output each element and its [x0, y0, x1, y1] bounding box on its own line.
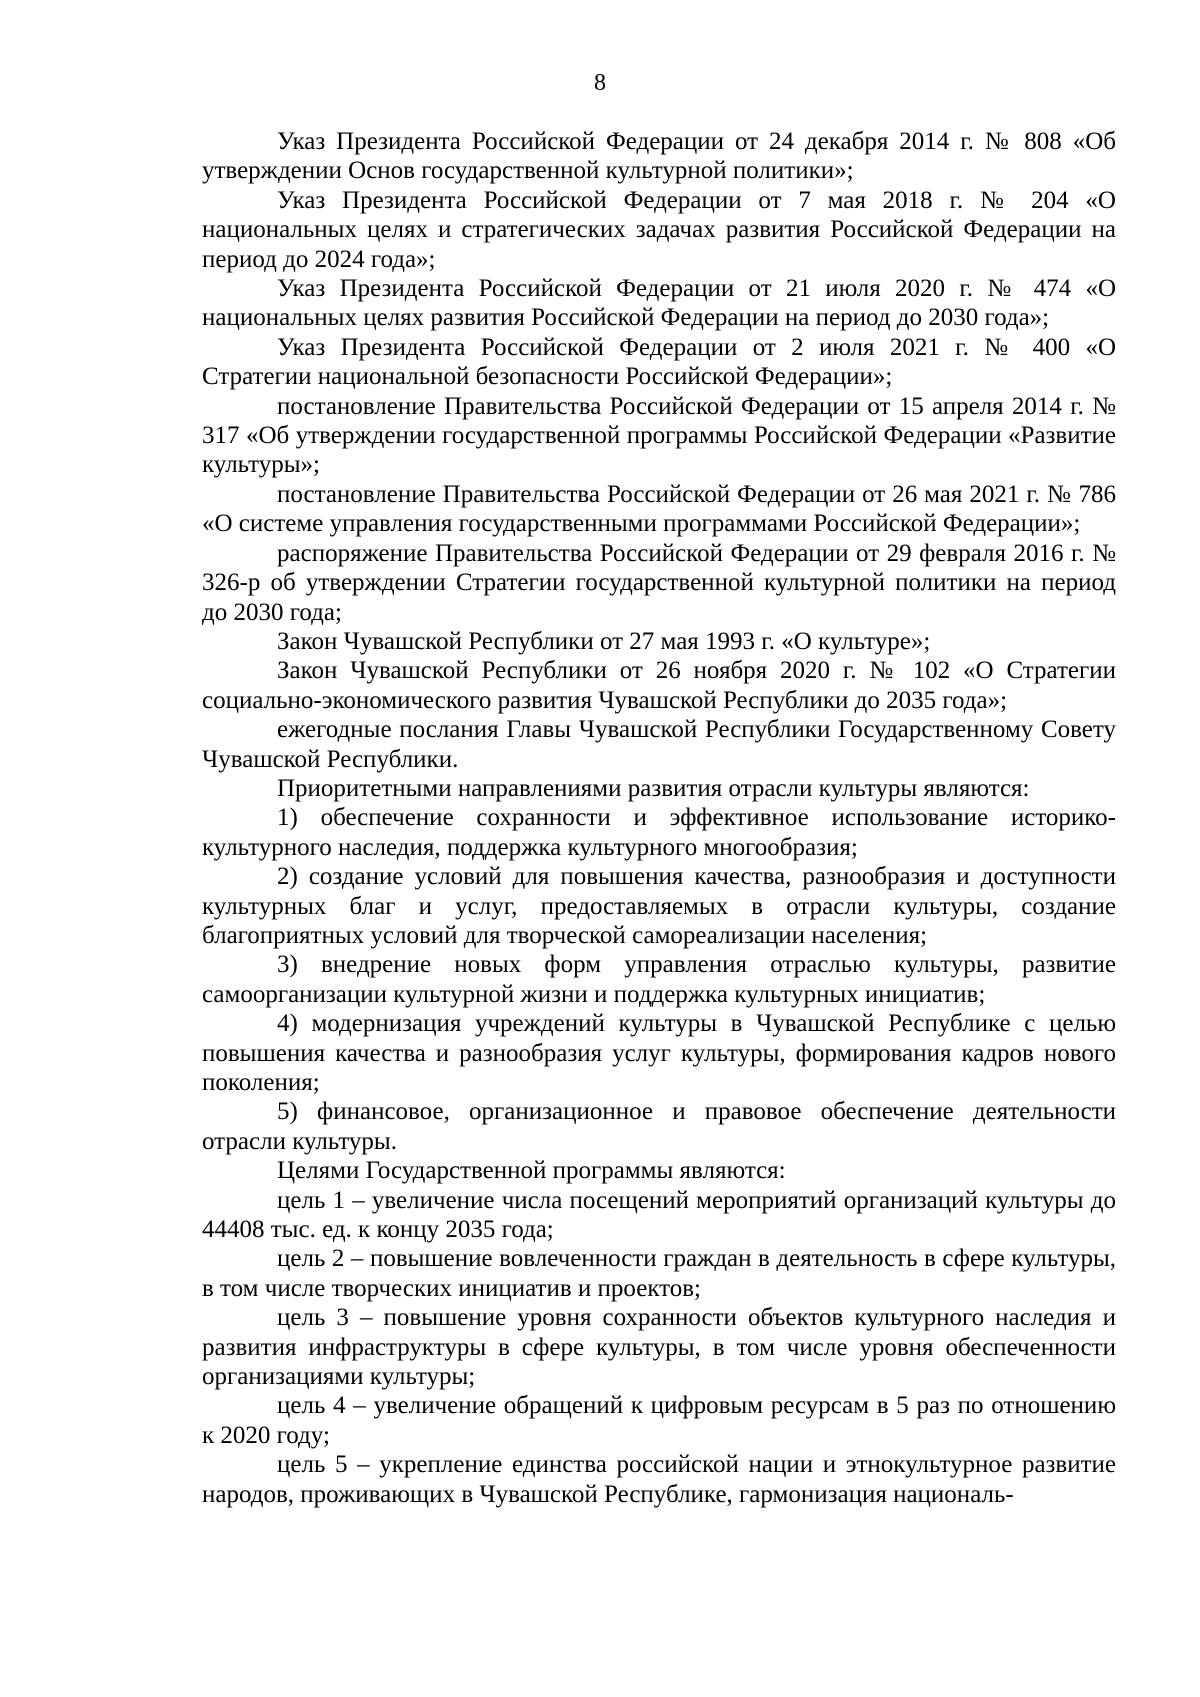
paragraph-priorities-intro: Приоритетными направлениями развития отрасли культуры являются: [277, 774, 1030, 802]
list-item-goal-4: цель 4 – увеличение обращений к цифровым ресурсам в 5 раз по отношению к 2020 году; [202, 1392, 1116, 1449]
paragraph-law-culture: Закон Чувашской Республики от 27 мая 1993 г. «О культуре»; [277, 627, 931, 655]
paragraph-decree-808: Указ Президента Российской Федерации от 24 декабря 2014 г. № 808 «Об утверждении Основ государственной культурной политики»; [202, 128, 1116, 185]
paragraph-annual-messages: ежегодные послания Главы Чувашской Республики Государственному Совету Чувашской Республики. [202, 716, 1116, 773]
list-item-priority-4: 4) модернизация учреждений культуры в Чувашской Республике с целью повышения качества и разнообразия услуг культуры, формирования кадров нового поколения; [202, 1010, 1116, 1096]
paragraph-decree-474: Указ Президента Российской Федерации от 21 июля 2020 г. № 474 «О национальных целях развития Российской Федерации на период до 2030 года»; [202, 275, 1116, 332]
paragraph-order-326-r: распоряжение Правительства Российской Федерации от 29 февраля 2016 г. № 326-р об утверждении Стратегии государственной культурной политики на период до 2030 года; [202, 539, 1116, 626]
document-body [202, 127, 1116, 1509]
paragraph-law-102: Закон Чувашской Республики от 26 ноября 2020 г. № 102 «О Стратегии социально-экономического развития Чувашской Республики до 2035 года»; [202, 657, 1116, 714]
list-item-goal-3: цель 3 – повышение уровня сохранности объектов культурного наследия и развития инфраструктуры в сфере культуры, в том числе уровня обеспеченности организациями культуры; [202, 1304, 1116, 1391]
paragraph-goals-intro: Целями Государственной программы являются: [277, 1157, 786, 1185]
paragraph-resolution-786: постановление Правительства Российской Федерации от 26 мая 2021 г. № 786 «О системе управления государственными программами Российской Федерации»; [202, 480, 1116, 538]
list-item-priority-1: 1) обеспечение сохранности и эффективное использование историко-культурного наследия, поддержка культурного многообразия; [202, 804, 1116, 861]
list-item-priority-3: 3) внедрение новых форм управления отраслью культуры, развитие самоорганизации культурной жизни и поддержка культурных инициатив; [202, 951, 1116, 1008]
list-item-priority-2: 2) создание условий для повышения качества, разнообразия и доступности культурных благ и услуг, предоставляемых в отрасли культуры, создание благоприятных условий для творческой самореализации населения; [202, 863, 1116, 949]
paragraph-resolution-317: постановление Правительства Российской Федерации от 15 апреля 2014 г. № 317 «Об утверждении государственной программы Российской Федерации «Развитие культуры»; [202, 392, 1116, 479]
page-number: 8 [594, 70, 606, 96]
list-item-goal-1: цель 1 – увеличение числа посещений мероприятий организаций культуры до 44408 тыс. ед. к концу 2035 года; [202, 1186, 1116, 1244]
paragraph-decree-400: Указ Президента Российской Федерации от 2 июля 2021 г. № 400 «О Стратегии национальной безопасности Российской Федерации»; [202, 333, 1116, 391]
list-item-priority-5: 5) финансовое, организационное и правовое обеспечение деятельности отрасли культуры. [202, 1098, 1116, 1155]
list-item-goal-2: цель 2 – повышение вовлеченности граждан в деятельность в сфере культуры, в том числе творческих инициатив и проектов; [202, 1245, 1116, 1302]
list-item-goal-5: цель 5 – укрепление единства российской нации и этнокультурное развитие народов, проживающих в Чувашской Республике, гармонизация националь- [202, 1451, 1116, 1508]
paragraph-decree-204: Указ Президента Российской Федерации от 7 мая 2018 г. № 204 «О национальных целях и стратегических задачах развития Российской Федерации на период до 2024 года»; [202, 186, 1116, 273]
